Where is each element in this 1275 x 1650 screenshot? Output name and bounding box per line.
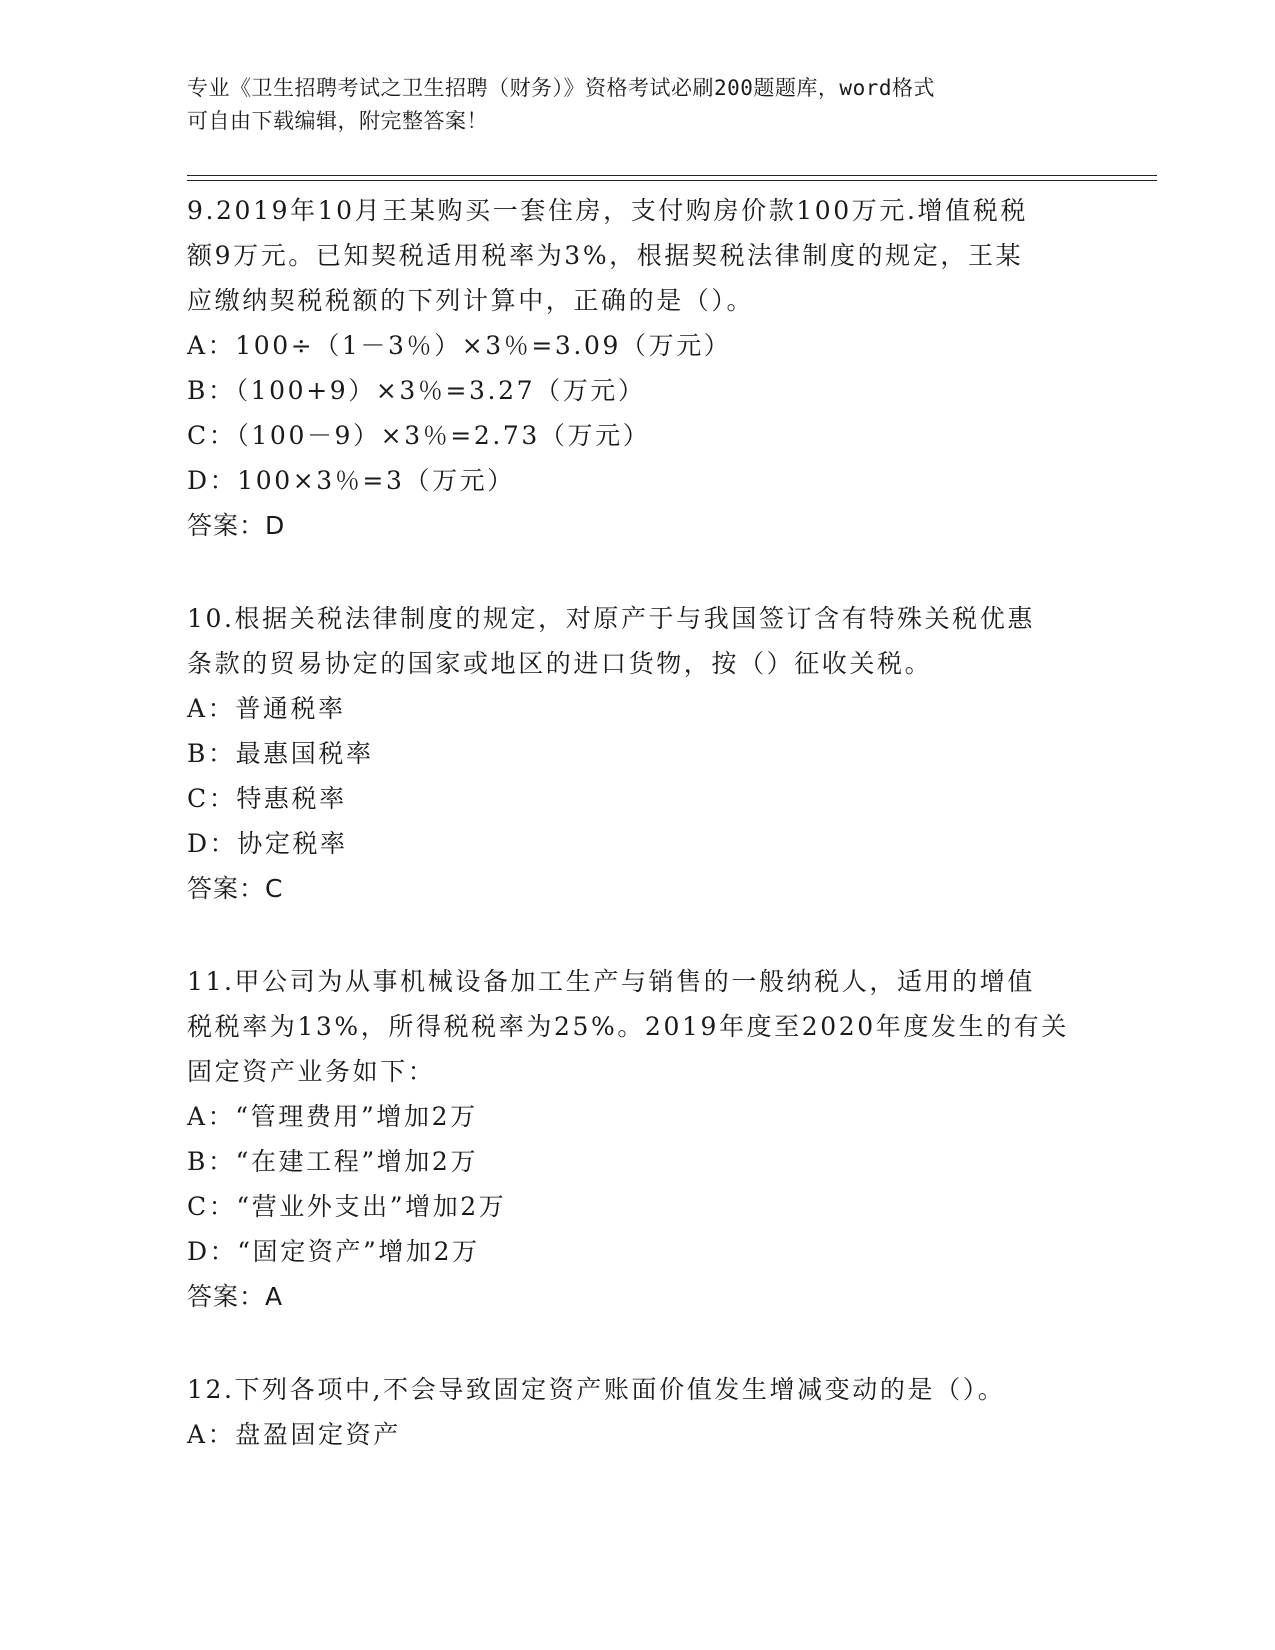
option-c: C：（100－9）×3％=2.73（万元） [187, 421, 651, 450]
header-divider-top [187, 175, 1157, 176]
answer-label: 答案：A [187, 1282, 284, 1311]
option-a: A：100÷（1－3％）×3％=3.09（万元） [187, 331, 732, 360]
question-12 [187, 1367, 1087, 1457]
option-c: C：“营业外支出”增加2万 [187, 1192, 507, 1221]
question-stem-line: 10.根据关税法律制度的规定，对原产于与我国签订含有特殊关税优惠 [187, 604, 1035, 633]
question-stem-line: 应缴纳契税税额的下列计算中，正确的是（）。 [187, 286, 755, 315]
question-stem-line: 9.2019年10月王某购买一套住房，支付购房价款100万元.增值税税 [187, 196, 1028, 225]
question-stem-line: 11.甲公司为从事机械设备加工生产与销售的一般纳税人，适用的增值 [187, 967, 1035, 996]
option-c: C：特惠税率 [187, 784, 347, 813]
question-stem-line: 固定资产业务如下： [187, 1057, 436, 1086]
answer-label: 答案：D [187, 511, 286, 540]
question-11 [187, 959, 1087, 1319]
option-a: A：普通税率 [187, 694, 346, 723]
option-a: A：“管理费用”增加2万 [187, 1102, 478, 1131]
option-b: B：最惠国税率 [187, 739, 374, 768]
question-9 [187, 188, 1087, 548]
option-b: B：（100+9）×3％=3.27（万元） [187, 376, 646, 405]
header-line-1: 专业《卫生招聘考试之卫生招聘（财务）》资格考试必刷200题题库，word格式 [187, 76, 935, 100]
question-stem-line: 条款的贸易协定的国家或地区的进口货物，按（）征收关税。 [187, 649, 933, 678]
option-a: A：盘盈固定资产 [187, 1420, 401, 1449]
option-b: B：“在建工程”增加2万 [187, 1147, 479, 1176]
option-d: D：“固定资产”增加2万 [187, 1237, 480, 1266]
question-list [187, 188, 1087, 1505]
document-header [187, 72, 1087, 138]
header-divider-bottom [187, 180, 1157, 181]
question-10 [187, 596, 1087, 911]
header-line-2: 可自由下载编辑，附完整答案！ [187, 109, 488, 133]
question-stem-line: 额9万元。已知契税适用税率为3%，根据契税法律制度的规定，王某 [187, 241, 1024, 270]
option-d: D：协定税率 [187, 829, 348, 858]
option-d: D：100×3％=3（万元） [187, 466, 515, 495]
question-stem-line: 税税率为13%，所得税税率为25%。2019年度至2020年度发生的有关 [187, 1012, 1069, 1041]
question-stem-line: 12.下列各项中,不会导致固定资产账面价值发生增减变动的是（）。 [187, 1375, 1006, 1404]
answer-label: 答案：C [187, 874, 284, 903]
